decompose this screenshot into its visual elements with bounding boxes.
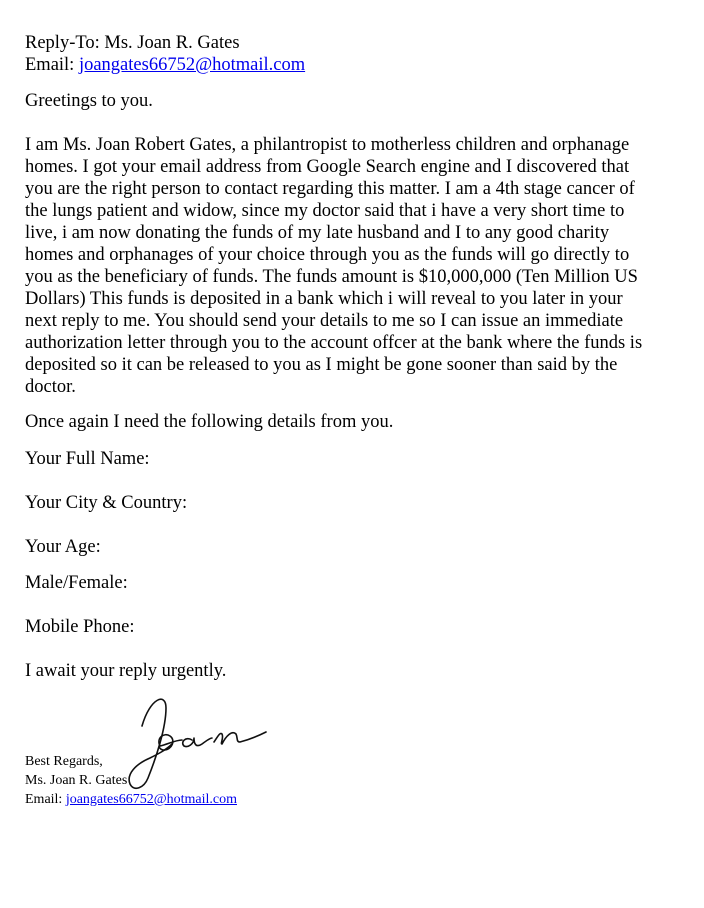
closing-name: Ms. Joan R. Gates	[25, 773, 128, 788]
header-email-label: Email:	[25, 55, 75, 75]
reply-to-line	[25, 32, 685, 54]
closing-block	[25, 752, 237, 809]
field-age: Your Age:	[25, 537, 101, 557]
body-line: you as the beneficiary of funds. The funds amount is $10,000,000 (Ten Million US	[25, 267, 638, 287]
closing-regards: Best Regards,	[25, 754, 103, 769]
body-line: homes. I got your email address from Google Search engine and I discovered that	[25, 157, 630, 177]
body-line: you are the right person to contact regarding this matter. I am a 4th stage cancer of	[25, 179, 635, 199]
closing-email-link[interactable]: joangates66752@hotmail.com	[65, 792, 237, 807]
header-email-link[interactable]: joangates66752@hotmail.com	[78, 55, 306, 75]
field-mobile: Mobile Phone:	[25, 617, 135, 637]
field-gender: Male/Female:	[25, 573, 128, 593]
body-line: homes and orphanages of your choice through you as the funds will go directly to	[25, 245, 630, 265]
field-full-name: Your Full Name:	[25, 449, 150, 469]
body-line: authorization letter through you to the account offcer at the bank where the funds is	[25, 333, 643, 353]
body-paragraph	[25, 134, 685, 398]
body-line: Dollars) This funds is deposited in a bank which i will reveal to you later in your	[25, 289, 623, 309]
closing-email-label: Email:	[25, 792, 63, 807]
field-city-country: Your City & Country:	[25, 493, 188, 513]
greeting: Greetings to you.	[25, 91, 153, 111]
body-line: live, i am now donating the funds of my late husband and I to any good charity	[25, 223, 610, 243]
body-line: the lungs patient and widow, since my doctor said that i have a very short time to	[25, 201, 625, 221]
body-line: doctor.	[25, 377, 76, 397]
reply-to-name: Ms. Joan R. Gates	[104, 33, 240, 53]
await-line: I await your reply urgently.	[25, 661, 227, 681]
closing-email-line	[25, 790, 237, 809]
body-line: I am Ms. Joan Robert Gates, a philantropist to motherless children and orphanage	[25, 135, 630, 155]
body-line: next reply to me. You should send your details to me so I can issue an immediate	[25, 311, 624, 331]
reply-to-label: Reply-To:	[25, 33, 100, 53]
header-email-line	[25, 54, 685, 76]
request-intro: Once again I need the following details from you.	[25, 412, 394, 432]
letter	[25, 32, 685, 682]
body-line: deposited so it can be released to you as I might be gone sooner than said by the	[25, 355, 618, 375]
